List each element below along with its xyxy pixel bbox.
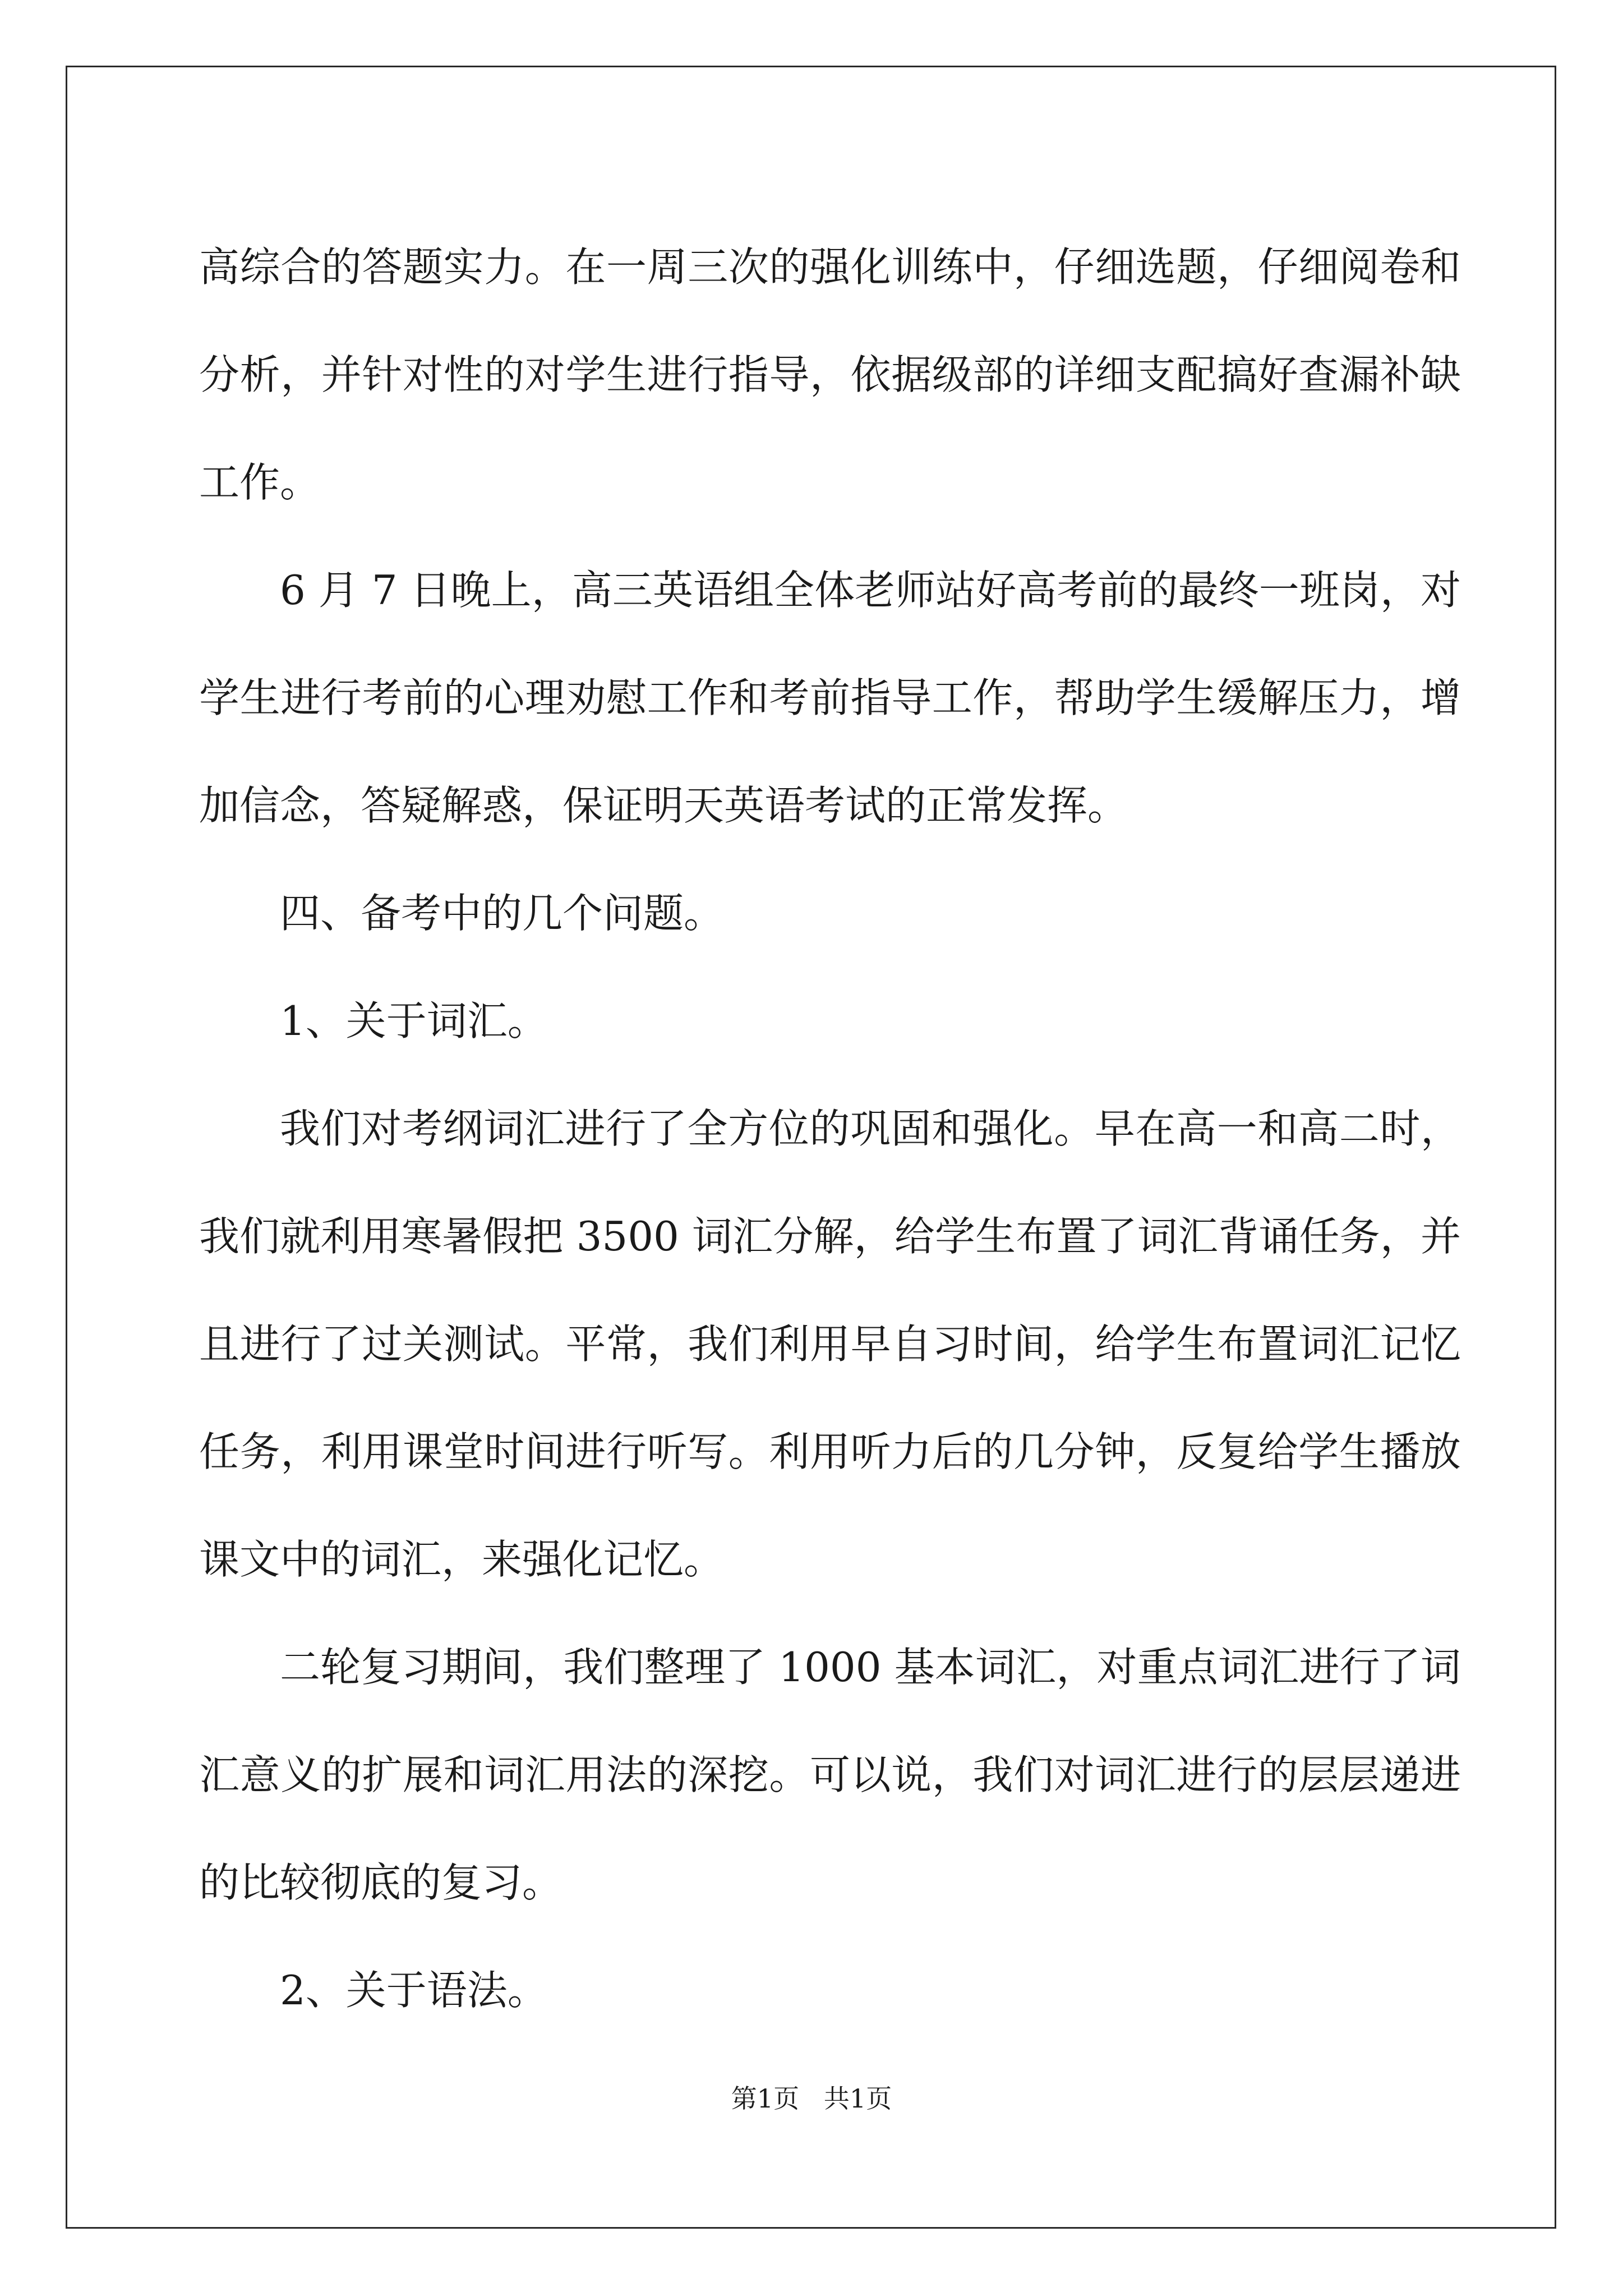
page-footer: 第1页 共1页 [731,2083,892,2114]
document-body [199,213,1461,2044]
subheading-grammar: 2、关于语法。 [280,1967,548,2014]
paragraph-2: 6 月 7 日晚上，高三英语组全体老师站好高考前的最终一班岗，对学生进行考前的心理劝慰工作和考前指导工作，帮助学生缓解压力，增加信念，答疑解惑，保证明天英语考试的正常发挥。 [199,567,1461,829]
paragraph-vocabulary-1: 我们对考纲词汇进行了全方位的巩固和强化。早在高一和高二时，我们就利用寒暑假把 3500 词汇分解，给学生布置了词汇背诵任务，并且进行了过关测试。平常，我们利用早自习时间，给学生布置词汇记忆任务，利用课堂时间进行听写。利用听力后的几分钟，反复给学生播放课文中的词汇，来强化记忆。 [199,1105,1461,1583]
paragraph-1: 高综合的答题实力。在一周三次的强化训练中，仔细选题，仔细阅卷和分析，并针对性的对学生进行指导，依据级部的详细支配搞好查漏补缺工作。 [199,243,1461,506]
subheading-vocabulary: 1、关于词汇。 [280,997,548,1045]
paragraph-vocabulary-2: 二轮复习期间，我们整理了 1000 基本词汇，对重点词汇进行了词汇意义的扩展和词汇用法的深挖。可以说，我们对词汇进行的层层递进的比较彻底的复习。 [199,1644,1461,1906]
section-heading: 四、备考中的几个问题。 [280,890,725,937]
